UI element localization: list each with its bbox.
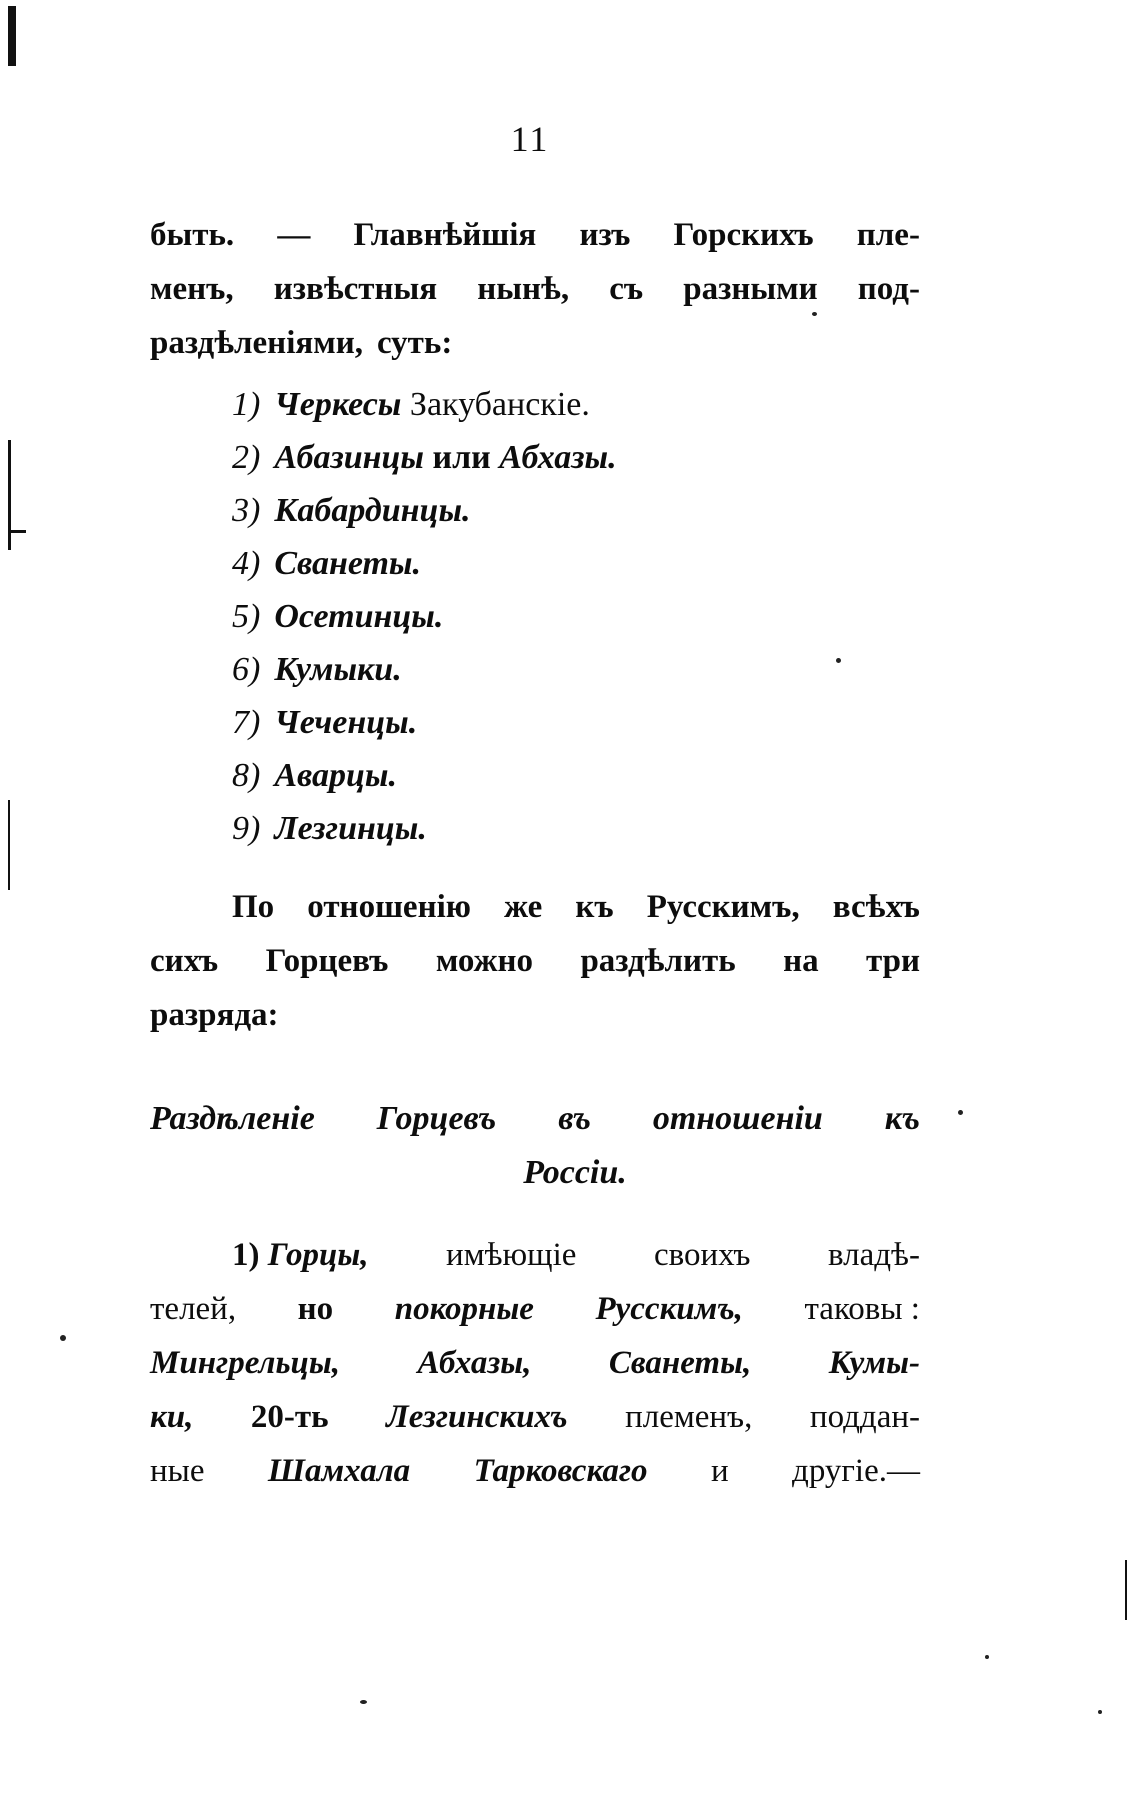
list-item — [232, 696, 617, 749]
word: ки, — [150, 1399, 194, 1435]
tribe-name: Кабардинцы. — [274, 492, 471, 529]
tribe-name: Кумыки. — [274, 651, 402, 688]
list-item — [232, 802, 617, 855]
word: 20-ть — [250, 1399, 329, 1435]
word: къ — [575, 889, 614, 925]
page-number: 11 — [510, 119, 550, 159]
scan-edge-mark-right — [1125, 1560, 1127, 1620]
scan-edge-mark-mid — [8, 440, 11, 550]
word: таковы : — [804, 1291, 920, 1327]
word: Русскимъ, — [646, 889, 800, 925]
word: разряда: — [150, 997, 279, 1033]
word: ные — [150, 1453, 205, 1489]
word: Главнѣйшія — [353, 217, 537, 253]
scan-speck — [1098, 1710, 1102, 1714]
scan-edge-mark-tick — [8, 530, 26, 533]
section-heading — [150, 1092, 920, 1200]
list-number: 9) — [232, 810, 261, 847]
list-number: 5) — [232, 598, 261, 635]
list-item — [232, 590, 617, 643]
text-line — [150, 262, 920, 316]
word: — — [277, 217, 311, 253]
word: раздѣленіями, — [150, 325, 363, 361]
word: Горскихъ — [673, 217, 814, 253]
list-item — [232, 484, 617, 537]
list-number: 3) — [232, 492, 261, 529]
list-item — [232, 431, 617, 484]
list-number: 6) — [232, 651, 261, 688]
word: отношенію — [307, 889, 471, 925]
scan-speck — [985, 1655, 989, 1659]
paragraph-relation — [150, 880, 920, 1042]
tribe-suffix: Закубанскіе. — [409, 386, 590, 423]
scan-speck — [812, 312, 817, 316]
word: Тарковскаго — [473, 1453, 648, 1489]
word: извѣстныя — [273, 271, 438, 307]
word: имѣющіе — [446, 1237, 577, 1273]
word: Горцевъ — [265, 943, 389, 979]
word: же — [504, 889, 543, 925]
word: Лезгинскихъ — [386, 1399, 568, 1435]
word: пле- — [856, 217, 920, 253]
list-item — [232, 643, 617, 696]
text-line — [150, 1390, 920, 1444]
word: Шамхала — [267, 1453, 411, 1489]
word: всѣхъ — [832, 889, 920, 925]
tribe-name: Абазинцы — [274, 439, 425, 476]
word: племенъ, — [625, 1399, 753, 1435]
word: на — [783, 943, 819, 979]
list-number: 8) — [232, 757, 261, 794]
word: Кумы- — [828, 1345, 920, 1381]
tribe-name: Черкесы — [274, 386, 402, 423]
word: но — [297, 1291, 334, 1327]
text-line — [150, 1444, 920, 1498]
heading-line — [150, 1146, 920, 1200]
text-line — [150, 1282, 920, 1336]
scan-edge-mark-top — [8, 6, 16, 66]
word: Россіи. — [523, 1154, 627, 1191]
tribe-name: Сванеты. — [274, 545, 422, 582]
word: другіе.— — [792, 1453, 920, 1489]
word: и — [710, 1453, 729, 1489]
word: Русскимъ, — [595, 1291, 743, 1327]
scan-speck — [60, 1335, 66, 1341]
word: три — [866, 943, 920, 979]
tribe-name: Осетинцы. — [274, 598, 444, 635]
paragraph-category-1 — [150, 1228, 920, 1498]
tribe-name: Аварцы. — [274, 757, 397, 794]
paragraph-intro — [150, 208, 920, 370]
word: Горцы, — [267, 1237, 369, 1273]
word: быть. — [150, 217, 235, 253]
list-number: 2) — [232, 439, 261, 476]
word: Абхазы, — [417, 1345, 532, 1381]
tribe-name: Чеченцы. — [274, 704, 418, 741]
word: По — [232, 889, 275, 925]
word: Сванеты, — [608, 1345, 752, 1381]
tribes-list — [232, 378, 617, 855]
word: Раздѣленіе — [150, 1100, 315, 1137]
word: изъ — [579, 217, 631, 253]
word: разными — [683, 271, 818, 307]
tribe-connector: или — [432, 439, 491, 476]
text-line — [150, 1228, 920, 1282]
heading-line — [150, 1092, 920, 1146]
list-item — [232, 749, 617, 802]
word: къ — [884, 1100, 920, 1137]
list-item — [232, 378, 617, 431]
text-line — [150, 208, 920, 262]
word: Горцевъ — [376, 1100, 497, 1137]
word: нынѣ, — [477, 271, 570, 307]
word: поддан- — [809, 1399, 920, 1435]
tribe-name: Лезгинцы. — [274, 810, 427, 847]
word: отношеніи — [652, 1100, 823, 1137]
list-number: 4) — [232, 545, 261, 582]
word: покорные — [394, 1291, 534, 1327]
list-number: 1) — [232, 386, 261, 423]
text-line — [150, 934, 920, 988]
word: телей, — [150, 1291, 237, 1327]
word: своихъ — [653, 1237, 751, 1273]
scan-speck — [958, 1110, 963, 1115]
word: съ — [609, 271, 644, 307]
list-item — [232, 537, 617, 590]
scan-edge-mark-low — [8, 800, 10, 890]
word: можно — [435, 943, 534, 979]
text-line — [150, 988, 920, 1042]
text-line — [150, 316, 920, 370]
word: под- — [857, 271, 920, 307]
word: раздѣлить — [580, 943, 736, 979]
word: менъ, — [150, 271, 234, 307]
word: суть: — [376, 325, 453, 361]
word: сихъ — [150, 943, 219, 979]
list-number: 7) — [232, 704, 261, 741]
text-line — [150, 880, 920, 934]
scan-speck — [360, 1700, 367, 1704]
list-number: 1) — [232, 1237, 260, 1273]
word: владѣ- — [828, 1237, 920, 1273]
tribe-alt-name: Абхазы. — [499, 439, 617, 476]
text-line — [150, 1336, 920, 1390]
scan-speck — [836, 658, 841, 663]
word: Мингрельцы, — [150, 1345, 341, 1381]
word: въ — [558, 1100, 591, 1137]
